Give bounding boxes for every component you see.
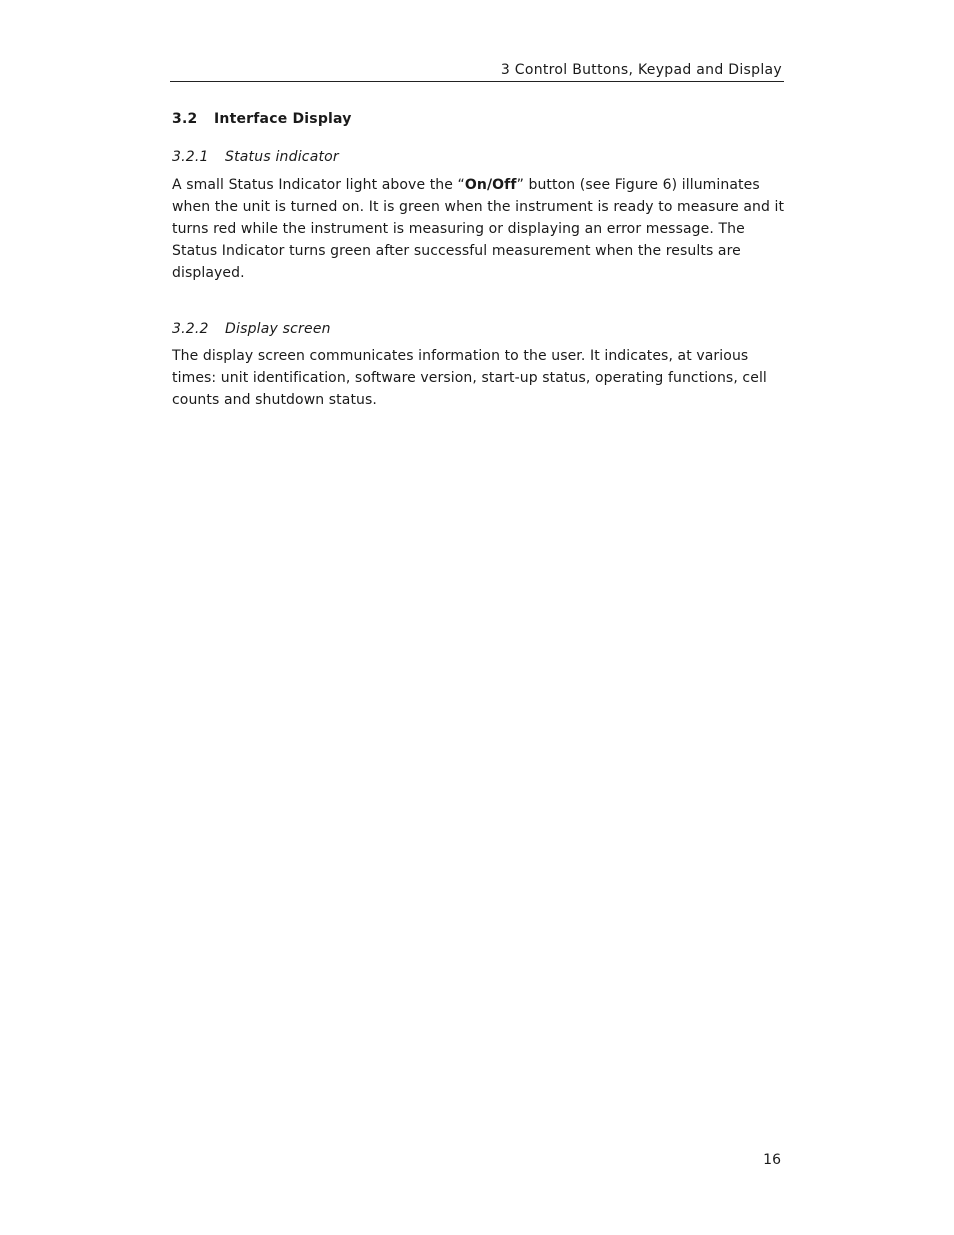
subsection-number: 3.2.2 [172, 321, 209, 337]
subsection-heading-display-screen [172, 320, 331, 338]
running-header-title: 3 Control Buttons, Keypad and Display [500, 62, 782, 78]
on-off-button-label: On/Off [464, 177, 517, 193]
section-heading [172, 110, 352, 128]
subsection-heading-status-indicator [172, 148, 339, 166]
section-number: 3.2 [172, 111, 198, 127]
paragraph-text-before-bold: A small Status Indicator light above the “ [172, 177, 465, 193]
paragraph-text-after-bold: ” button (see Figure 6) illuminates when the unit is turned on. It is green when the instrument is ready to measure and it turns red while the instrument is measuring or displaying an error message. The Status Indicator turns green after successful measurement when the results are displayed. [172, 177, 785, 281]
section-title: Interface Display [214, 111, 352, 127]
subsection-title: Display screen [225, 321, 331, 337]
running-header [170, 61, 784, 82]
subsection-number: 3.2.1 [172, 149, 209, 165]
display-screen-paragraph: The display screen communicates information to the user. It indicates, at various times: unit identification, software version, start-up status, operating functions, cell counts and shutdown status. [172, 348, 767, 408]
status-indicator-paragraph [172, 174, 787, 284]
subsection-title: Status indicator [225, 149, 339, 165]
page-number: 16 [763, 1152, 781, 1168]
